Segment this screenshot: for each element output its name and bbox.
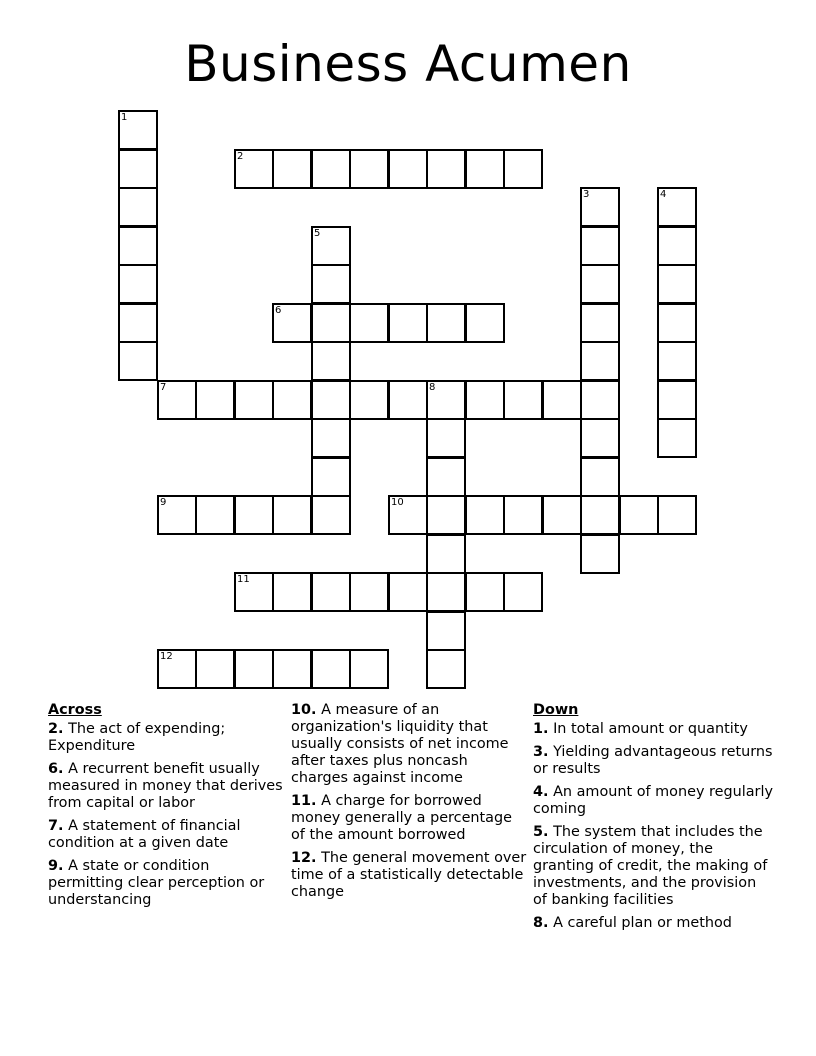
clue-item	[48, 818, 284, 852]
crossword-cell[interactable]	[580, 380, 620, 420]
crossword-cell[interactable]	[272, 572, 312, 612]
clue-number-label: 11.	[291, 793, 317, 809]
crossword-cell[interactable]	[234, 572, 274, 612]
crossword-cell[interactable]	[503, 495, 543, 535]
crossword-cell[interactable]	[580, 264, 620, 304]
crossword-cell[interactable]	[118, 303, 158, 343]
crossword-cell[interactable]	[311, 457, 351, 497]
crossword-cell[interactable]	[426, 495, 466, 535]
crossword-cell[interactable]	[657, 187, 697, 227]
crossword-cell[interactable]	[388, 572, 428, 612]
crossword-cell[interactable]	[311, 572, 351, 612]
clue-text: A state or condition permitting clear perception or understancing	[48, 858, 265, 908]
crossword-cell[interactable]	[311, 380, 351, 420]
clue-item	[291, 702, 527, 787]
clue-text: The system that includes the circulation of money, the granting of credit, the making of investments, and the provision of banking facilities	[533, 824, 768, 908]
crossword-cell[interactable]	[311, 149, 351, 189]
crossword-cell[interactable]	[272, 303, 312, 343]
clue-number: 12	[160, 651, 173, 662]
clue-item	[48, 858, 284, 909]
crossword-cell[interactable]	[657, 495, 697, 535]
clue-item	[533, 721, 773, 738]
clue-number: 8	[429, 382, 436, 393]
clue-item	[48, 761, 284, 812]
crossword-cell[interactable]	[272, 380, 312, 420]
crossword-cell[interactable]	[195, 380, 235, 420]
clue-number: 2	[237, 151, 244, 162]
clue-text: Yielding advantageous returns or results	[533, 744, 773, 777]
crossword-cell[interactable]	[657, 380, 697, 420]
clue-item	[533, 784, 773, 818]
clue-text: A charge for borrowed money generally a percentage of the amount borrowed	[291, 793, 512, 843]
crossword-cell[interactable]	[580, 457, 620, 497]
clue-text: The general movement over time of a statistically detectable change	[291, 850, 527, 900]
crossword-cell[interactable]	[426, 149, 466, 189]
crossword-cell[interactable]	[503, 149, 543, 189]
clue-number-label: 4.	[533, 784, 549, 800]
down-heading: Down	[533, 702, 579, 718]
clue-item	[291, 793, 527, 844]
clue-number-label: 1.	[533, 721, 549, 737]
crossword-cell[interactable]	[118, 187, 158, 227]
across-clues-continued-column	[291, 702, 527, 907]
crossword-cell[interactable]	[426, 303, 466, 343]
crossword-cell[interactable]	[272, 149, 312, 189]
crossword-cell[interactable]	[580, 534, 620, 574]
clue-number: 5	[314, 228, 321, 239]
crossword-cell[interactable]	[118, 264, 158, 304]
crossword-cell[interactable]	[580, 303, 620, 343]
crossword-cell[interactable]	[311, 495, 351, 535]
down-clues-column	[533, 702, 773, 938]
clue-number: 9	[160, 497, 167, 508]
crossword-cell[interactable]	[657, 418, 697, 458]
clue-text: The act of expending; Expenditure	[48, 721, 226, 754]
clue-number-label: 9.	[48, 858, 64, 874]
crossword-cell[interactable]	[619, 495, 659, 535]
crossword-cell[interactable]	[118, 149, 158, 189]
crossword-cell[interactable]	[349, 649, 389, 689]
across-heading: Across	[48, 702, 102, 718]
crossword-cell[interactable]	[426, 611, 466, 651]
crossword-cell[interactable]	[542, 495, 582, 535]
crossword-cell[interactable]	[580, 341, 620, 381]
clue-number-label: 7.	[48, 818, 64, 834]
crossword-cell[interactable]	[426, 457, 466, 497]
clue-text: In total amount or quantity	[553, 721, 748, 737]
crossword-cell[interactable]	[388, 303, 428, 343]
clue-number-label: 12.	[291, 850, 317, 866]
clue-item	[533, 824, 773, 909]
crossword-cell[interactable]	[465, 303, 505, 343]
crossword-cell[interactable]	[657, 264, 697, 304]
clue-number: 3	[583, 189, 590, 200]
crossword-cell[interactable]	[118, 341, 158, 381]
crossword-cell[interactable]	[311, 649, 351, 689]
clue-number-label: 5.	[533, 824, 549, 840]
clue-item	[533, 744, 773, 778]
crossword-cell[interactable]	[465, 572, 505, 612]
crossword-cell[interactable]	[580, 226, 620, 266]
crossword-cell[interactable]	[118, 226, 158, 266]
crossword-cell[interactable]	[580, 418, 620, 458]
crossword-cell[interactable]	[388, 380, 428, 420]
clue-number: 4	[660, 189, 667, 200]
clue-text: An amount of money regularly coming	[533, 784, 773, 817]
crossword-cell[interactable]	[426, 380, 466, 420]
crossword-cell[interactable]	[580, 495, 620, 535]
crossword-cell[interactable]	[118, 110, 158, 150]
clue-number-label: 6.	[48, 761, 64, 777]
crossword-cell[interactable]	[580, 187, 620, 227]
crossword-cell[interactable]	[234, 649, 274, 689]
crossword-cell[interactable]	[426, 418, 466, 458]
clue-number: 6	[275, 305, 282, 316]
clue-text: A statement of financial condition at a given date	[48, 818, 241, 851]
crossword-cell[interactable]	[657, 303, 697, 343]
crossword-cell[interactable]	[272, 495, 312, 535]
crossword-cell[interactable]	[426, 534, 466, 574]
crossword-cell[interactable]	[426, 649, 466, 689]
clue-number: 10	[391, 497, 404, 508]
clue-number-label: 10.	[291, 702, 317, 718]
crossword-cell[interactable]	[157, 380, 197, 420]
crossword-cell[interactable]	[234, 495, 274, 535]
crossword-cell[interactable]	[195, 649, 235, 689]
crossword-cell[interactable]	[311, 226, 351, 266]
crossword-cell[interactable]	[657, 341, 697, 381]
across-clues-column	[48, 702, 284, 915]
crossword-cell[interactable]	[311, 341, 351, 381]
crossword-cell[interactable]	[426, 572, 466, 612]
clue-item	[48, 721, 284, 755]
crossword-cell[interactable]	[503, 572, 543, 612]
crossword-cell[interactable]	[311, 303, 351, 343]
clue-text: A measure of an organization's liquidity that usually consists of net income after taxes plus noncash charges against income	[291, 702, 509, 786]
clue-text: A careful plan or method	[553, 915, 732, 931]
crossword-cell[interactable]	[349, 149, 389, 189]
crossword-cell[interactable]	[465, 495, 505, 535]
crossword-cell[interactable]	[388, 149, 428, 189]
crossword-cell[interactable]	[349, 303, 389, 343]
crossword-cell[interactable]	[388, 495, 428, 535]
crossword-cell[interactable]	[349, 380, 389, 420]
crossword-cell[interactable]	[311, 418, 351, 458]
clue-number-label: 8.	[533, 915, 549, 931]
crossword-cell[interactable]	[234, 149, 274, 189]
clue-number-label: 2.	[48, 721, 64, 737]
crossword-cell[interactable]	[311, 264, 351, 304]
crossword-cell[interactable]	[657, 226, 697, 266]
clue-number: 7	[160, 382, 167, 393]
crossword-cell[interactable]	[272, 649, 312, 689]
crossword-cell[interactable]	[465, 149, 505, 189]
clue-number: 1	[121, 112, 128, 123]
crossword-cell[interactable]	[157, 495, 197, 535]
clue-item	[533, 915, 773, 932]
clue-number-label: 3.	[533, 744, 549, 760]
crossword-cell[interactable]	[234, 380, 274, 420]
crossword-cell[interactable]	[195, 495, 235, 535]
crossword-cell[interactable]	[503, 380, 543, 420]
crossword-cell[interactable]	[157, 649, 197, 689]
clue-number: 11	[237, 574, 250, 585]
clue-item	[291, 850, 527, 901]
clue-text: A recurrent benefit usually measured in money that derives from capital or labor	[48, 761, 283, 811]
puzzle-title: Business Acumen	[184, 35, 632, 93]
crossword-cell[interactable]	[349, 572, 389, 612]
crossword-cell[interactable]	[465, 380, 505, 420]
crossword-cell[interactable]	[542, 380, 582, 420]
